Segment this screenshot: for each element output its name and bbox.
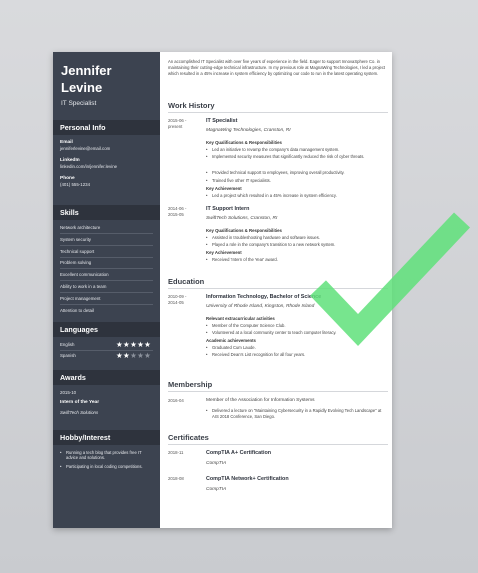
phone-label: Phone xyxy=(60,176,75,181)
skill-item: Project management xyxy=(60,295,101,301)
awards-heading: Awards xyxy=(53,370,160,385)
first-name: Jennifer xyxy=(61,63,112,78)
cert-title: CompTIA Network+ Certification xyxy=(206,476,289,482)
star-icon: ★ xyxy=(130,340,138,349)
profile-summary: An accomplished IT Specialist with over five years of experience in the field. Eager to support InnovaSphere Co. in maintaining their cutting-edge technical infrastructure. In my previous role at MagnaWing Technologies, I led a project which resulted in a 45% increase in system efficiency by optimizing our code to run in the latest operating system. xyxy=(168,59,386,76)
cert-issuer: CompTIA xyxy=(206,461,227,466)
star-icon: ★ xyxy=(137,351,145,360)
edu-extra-label: Relevant extracurricular activities xyxy=(206,316,275,321)
skill-divider xyxy=(60,257,153,258)
edu-date: 2010-09 - 2014-05 xyxy=(168,294,187,305)
star-icon: ★ xyxy=(144,351,152,360)
award-title: Intern of the Year xyxy=(60,400,100,405)
linkedin-value: linkedin.com/in/jennifer.levine xyxy=(60,164,118,169)
edu-bullet: • Member of the Computer Science Club. xyxy=(206,323,286,328)
job-bullet: • Provided technical support to employees, improving overall productivity. xyxy=(206,170,345,175)
skill-item: Network architecture xyxy=(60,225,101,230)
star-icon: ★ xyxy=(116,340,124,349)
languages-heading: Languages xyxy=(53,322,160,337)
job-company: MagnaWing Technologies, Cranston, RI xyxy=(206,128,291,133)
language-rating xyxy=(116,341,151,348)
language-name: Spanish xyxy=(60,353,76,358)
resume-main xyxy=(160,52,392,528)
job-bullet: • Received 'Intern of the Year' award. xyxy=(206,257,278,262)
award-year: 2015-10 xyxy=(60,390,77,395)
resume-page xyxy=(53,52,392,528)
phone-value: (401) 555-1234 xyxy=(60,182,91,187)
job-title: IT Support Intern xyxy=(206,206,250,212)
job-bullet: • Played a role in the company's transition to a new network system. xyxy=(206,242,336,247)
education-heading: Education xyxy=(168,277,205,286)
skill-item: Attention to detail xyxy=(60,307,94,313)
skills-heading: Skills xyxy=(53,205,160,220)
candidate-role: IT Specialist xyxy=(61,100,97,107)
job-ach-label: Key Achievement xyxy=(206,186,242,191)
skill-divider xyxy=(60,268,153,269)
cert-title: CompTIA A+ Certification xyxy=(206,450,272,456)
skill-item: Technical support xyxy=(60,248,95,254)
resume-sidebar xyxy=(53,52,160,528)
award-org: SwiftTech Solutions xyxy=(60,410,99,415)
membership-bullet: • Delivered a lecture on "Maintaining Cybersecurity in a Rapidly Evolving Tech Landscape" at AIS 2018 Conference, San Diego. xyxy=(206,408,382,419)
job-resp-label: Key Qualifications & Responsibilities xyxy=(206,140,282,145)
cert-date: 2018-08 xyxy=(168,476,184,481)
language-rating xyxy=(116,352,151,359)
edu-ach-label: Academic achievements xyxy=(206,338,256,343)
job-bullet: • Assisted in troubleshooting hardware and software issues. xyxy=(206,235,321,240)
star-icon: ★ xyxy=(144,340,152,349)
skill-divider xyxy=(60,233,153,234)
certificates-heading: Certificates xyxy=(168,433,209,442)
job-bullet: • Trained five other IT specialists. xyxy=(206,178,271,183)
cert-date: 2018-11 xyxy=(168,450,184,455)
star-icon: ★ xyxy=(116,351,124,360)
edu-school: University of Rhode Island, Kingston, Rhode Island xyxy=(206,304,315,309)
skill-item: System security xyxy=(60,236,91,242)
hobby-item: • Running a tech blog that provides free IT advice and solutions. xyxy=(60,450,142,461)
edu-bullet: • Received Dean's List recognition for all four years. xyxy=(206,352,306,357)
skill-divider xyxy=(60,304,153,305)
linkedin-label: LinkedIn xyxy=(60,158,80,163)
membership-heading: Membership xyxy=(168,380,213,389)
work-history-heading: Work History xyxy=(168,101,215,110)
skill-item: Excellent communication xyxy=(60,272,109,278)
edu-bullet: • Graduated Cum Laude. xyxy=(206,345,256,350)
language-name: English xyxy=(60,342,75,347)
star-icon: ★ xyxy=(123,340,131,349)
email-value: jenniferlevine@email.com xyxy=(60,146,111,151)
job-company: SwiftTech Solutions, Cranston, RI xyxy=(206,216,278,221)
job-bullet: • Led an initiative to revamp the company's data management system. xyxy=(206,147,340,152)
edu-degree: Information Technology, Bachelor of Science xyxy=(206,294,322,300)
star-icon: ★ xyxy=(130,351,138,360)
job-resp-label: Key Qualifications & Responsibilities xyxy=(206,228,282,233)
personal-info-heading: Personal Info xyxy=(53,120,160,135)
skill-item: Problem solving xyxy=(60,260,92,266)
candidate-name xyxy=(61,62,112,96)
star-icon: ★ xyxy=(137,340,145,349)
email-label: Email xyxy=(60,140,73,145)
skill-item: Ability to work in a team xyxy=(60,284,107,289)
membership-org: Member of the Association for Information Systems xyxy=(206,398,315,403)
last-name: Levine xyxy=(61,80,103,95)
skill-divider xyxy=(60,245,153,246)
skill-divider xyxy=(60,280,153,281)
cert-issuer: CompTIA xyxy=(206,487,227,492)
job-bullet: • Implemented security measures that significantly reduced the risk of cyber threats. xyxy=(206,154,365,159)
job-date: 2014-06 - 2015-05 xyxy=(168,206,187,217)
job-bullet: • Led a project which resulted in a 45% increase in system efficiency. xyxy=(206,193,337,198)
membership-date: 2016-04 xyxy=(168,398,184,403)
hobby-item: • Participating in local coding competitions. xyxy=(60,464,143,469)
skill-divider xyxy=(60,292,153,293)
job-title: IT Specialist xyxy=(206,118,238,124)
star-icon: ★ xyxy=(123,351,131,360)
job-date: 2015-06 - present xyxy=(168,118,187,129)
hobby-heading: Hobby/Interest xyxy=(53,430,160,445)
job-ach-label: Key Achievement xyxy=(206,250,242,255)
edu-bullet: • Volunteered at a local community center to teach computer literacy. xyxy=(206,330,337,335)
